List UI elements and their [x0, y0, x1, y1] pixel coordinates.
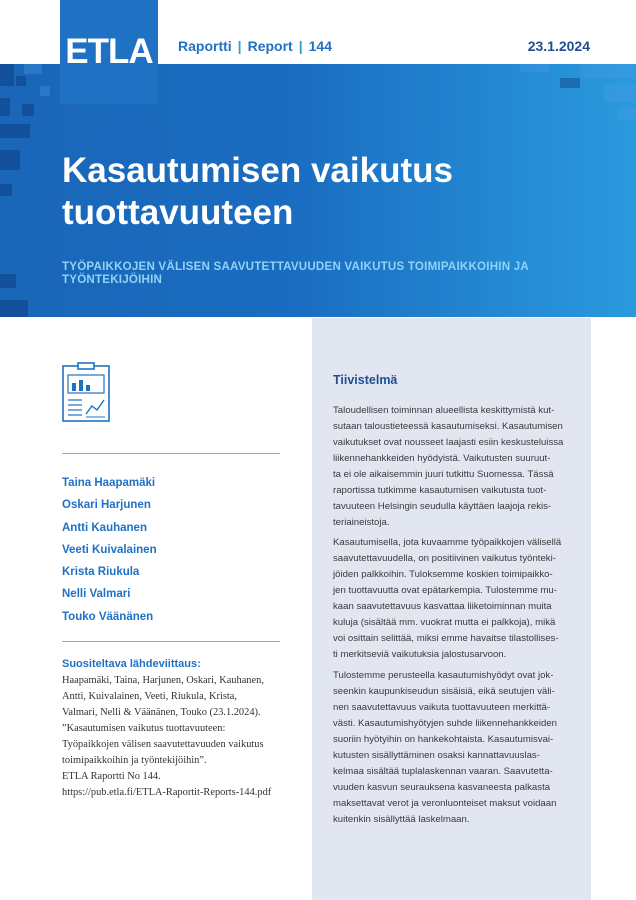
citation-line: Haapamäki, Taina, Harjunen, Oskari, Kauhanen,	[62, 675, 264, 686]
summary-line: kuitenkin sisällyttää laskelmaan.	[333, 814, 470, 825]
summary-line: jen tuottavuutta ovat epätarkempia. Tulostemme mu-	[333, 585, 557, 596]
summary-line: västi. Kasautumishyötyjen suhde liikennehankkeiden	[333, 718, 557, 729]
report-title	[62, 150, 582, 234]
summary-line: saavutettavuudella, on positiivinen vaikutus työnteki-	[333, 553, 556, 564]
report-subtitle: TYÖPAIKKOJEN VÄLISEN SAAVUTETTAVUUDEN VAIKUTUS TOIMIPAIKKOIHIN JA TYÖNTEKIJÖIHIN	[62, 260, 529, 286]
citation-heading: Suositeltava lähdeviittaus:	[62, 658, 201, 670]
summary-line: Taloudellisen toiminnan alueellista keskittymistä kut-	[333, 405, 555, 416]
summary-line: nen saavutettavuus vaikuta tuottavuuteen merkittä-	[333, 702, 551, 713]
author-list	[62, 475, 157, 631]
summary-line: kutusten sisällyttäminen osaksi kannattavuuslas-	[333, 750, 540, 761]
series-label-fi: Raportti	[178, 38, 232, 54]
summary-line: teriaineistoja.	[333, 517, 390, 528]
citation-line: Antti, Kuivalainen, Veeti, Riukula, Krista,	[62, 691, 237, 702]
summary-paragraph	[333, 403, 583, 531]
author-name: Antti Kauhanen	[62, 521, 147, 534]
summary-line: Kasautumisella, jota kuvaamme työpaikkojen välisellä	[333, 537, 562, 548]
report-document-icon	[62, 362, 110, 422]
summary-line: Tulostemme perusteella kasautumishyödyt ovat jok-	[333, 670, 554, 681]
summary-line: ta ei ole aikaisemmin juuri tutkittu Suomessa. Tässä	[333, 469, 554, 480]
author-name: Krista Riukula	[62, 566, 140, 579]
summary-paragraph	[333, 668, 583, 828]
summary-line: tavuuteen Helsingin seudulla käyttäen laajoja rekis-	[333, 501, 552, 512]
summary-paragraph	[333, 535, 583, 663]
summary-line: raportissa tutkimme kasautumisen vaikutusta tuot-	[333, 485, 547, 496]
summary-line: ti merkitseviä vaikutuksia jalostusarvoon.	[333, 649, 507, 660]
citation-line: Työpaikkojen välisen saavutettavuuden vaikutus	[62, 739, 264, 750]
citation-text	[62, 673, 292, 801]
title-line: tuottavuuteen	[62, 193, 294, 232]
divider	[62, 641, 280, 642]
report-series	[178, 38, 332, 54]
series-label-en: Report	[247, 38, 293, 54]
publication-date: 23.1.2024	[527, 38, 590, 54]
citation-line: Valmari, Nelli & Väänänen, Touko (23.1.2024).	[62, 707, 261, 718]
summary-line: vaikutukset ovat nousseet laajasti esiin keskusteluissa	[333, 437, 564, 448]
summary-line: sutaan taloustieteessä kasautumiseksi. Kasautumisen	[333, 421, 563, 432]
summary-line: liikennehankkeiden hyödyistä. Vaikutusten suuruut-	[333, 453, 551, 464]
author-name: Oskari Harjunen	[62, 499, 151, 512]
author-name: Nelli Valmari	[62, 588, 131, 601]
author-name: Veeti Kuivalainen	[62, 543, 157, 556]
summary-line: vuuden kasvun seurauksena kasvaneesta palkasta	[333, 782, 551, 793]
citation-line: ”Kasautumisen vaikutus tuottavuuteen:	[62, 723, 226, 734]
citation-line: ETLA Raportti No 144.	[62, 771, 161, 782]
title-line: Kasautumisen vaikutus	[62, 151, 453, 190]
series-number: 144	[308, 38, 332, 54]
summary-line: voi osittain selittää, miksi emme havaitse tilastollises-	[333, 633, 559, 644]
citation-url[interactable]: https://pub.etla.fi/ETLA-Raportit-Reports-144.pdf	[62, 787, 272, 798]
summary-line: maksettavat verot ja veronluonteiset maksut voidaan	[333, 798, 557, 809]
series-separator: |	[298, 38, 303, 54]
summary-line: suoriin hyötyihin on hankekohtaista. Kasautumisvai-	[333, 734, 554, 745]
summary-line: kelmaa sisältää tuplalaskennan vaaran. Saavutetta-	[333, 766, 553, 777]
series-separator: |	[237, 38, 242, 54]
summary-line: jöiden palkkoihin. Tuloksemme koskien toimipaikko-	[333, 569, 553, 580]
author-name: Touko Väänänen	[62, 610, 154, 623]
logo-text: ETLA	[65, 32, 153, 71]
etla-logo[interactable]	[60, 0, 158, 104]
summary-line: kaan saavutettavuus kasvattaa liiketoiminnan muita	[333, 601, 552, 612]
summary-line: seenkin kaupunkiseudun sisäisiä, eikä seutujen väli-	[333, 686, 555, 697]
author-name: Taina Haapamäki	[62, 477, 156, 489]
divider	[62, 453, 280, 454]
summary-title: Tiivistelmä	[333, 373, 398, 387]
citation-line: toimipaikkoihin ja työntekijöihin”.	[62, 755, 207, 766]
summary-line: kuluja (sisältää mm. vuokrat mutta ei palkkoja), mikä	[333, 617, 556, 628]
